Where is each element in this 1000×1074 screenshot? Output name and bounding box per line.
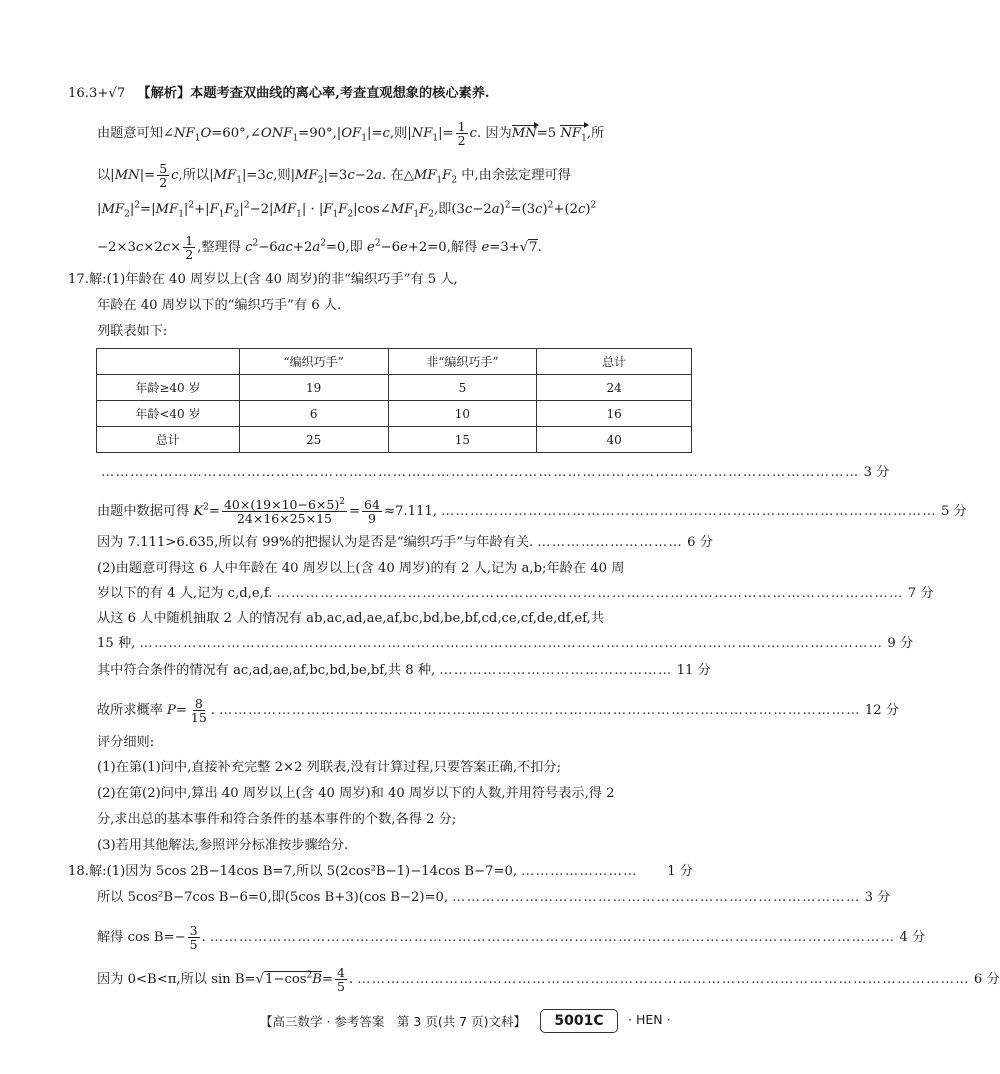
score-label: 7 分 (907, 586, 934, 601)
score-line-3 (97, 463, 890, 483)
compare-text: 因为 7.111>6.635,所以有 99%的把握认为是否是“编织巧手”与年龄有关. (97, 535, 534, 550)
table-cell: 15 (388, 427, 537, 453)
q18-text-3: 解得 cos B=− (97, 929, 186, 945)
prob-prefix: 故所求概率 (97, 702, 163, 718)
q16-line-1: 由题意可知$\angle NF_1O=60^\circ,\angle ONF_1=90^\circ,|OF_1|=c$,则$|NF_1|=$ $\frac{1}{2}$ c. 因为MN=5 $NF_1$,所 (97, 119, 605, 148)
q18-text-1: 解:(1)因为 5cos 2B−14cos B=7,所以 5(2cos²B−1)−14cos B−7=0, (88, 864, 518, 879)
table-cell: 6 (239, 401, 388, 427)
leader-dots: ………………………………………………………………………………………… (440, 503, 937, 519)
k2-prefix: 由题中数据可得 (97, 503, 190, 519)
table-cell: 19 (239, 375, 388, 401)
table-cell: 总计 (97, 427, 240, 453)
score-label: 6 分 (687, 535, 713, 550)
q16-heading (68, 84, 489, 104)
table-header-cell: “编织巧手” (239, 349, 388, 375)
rule-1: (1)在第(1)问中,直接补充完整 2×2 列联表,没有计算过程,只要答案正确,不扣分; (97, 760, 562, 775)
table-cell: 25 (239, 427, 388, 453)
table-row (97, 427, 692, 453)
score-label: 12 分 (864, 702, 900, 718)
table-row (97, 375, 692, 401)
table-cell: 40 (537, 427, 692, 453)
q18-text-4: 因为 0<B<π,所以 sin B= (97, 971, 256, 987)
table-cell: 5 (388, 375, 537, 401)
leader-dots: …………………………………………………………………………………………………………………… (218, 702, 861, 718)
table-cell: 16 (537, 401, 692, 427)
q16-line-4: −2×3c×2c× $\frac{1}{2}$ ,整理得 $c^2-6ac+2a^2=0$,即 $e^2-6e+2=0$,解得 e=3+√7. (97, 233, 542, 262)
q16-number: 16. (68, 86, 89, 101)
q17-text-1: 解:(1)年龄在 40 周岁以上(含 40 周岁)的非“编织巧手”有 5 人, (88, 272, 458, 287)
q16-intro: 本题考查双曲线的离心率,考查直观想象的核心素养. (190, 86, 490, 101)
table-cell: 24 (537, 375, 692, 401)
leader-dots: ………………………………………… (439, 663, 673, 678)
rule-2a: (2)在第(2)问中,算出 40 周岁以上(含 40 周岁)和 40 周岁以下的人数,并用符号表示,得 2 (97, 786, 615, 801)
table-row (97, 401, 692, 427)
table-header-cell: 非“编织巧手” (388, 349, 537, 375)
match-line (97, 661, 711, 681)
table-header-cell: 总计 (537, 349, 692, 375)
table-header-cell (97, 349, 240, 375)
score-label: 3 分 (864, 890, 891, 905)
q16-tag: 【解析】 (137, 86, 191, 101)
q16-line-3: $|MF_2|^2=|MF_1|^2+|F_1F_2|^2-2|MF_1|$ · $|F_1F_2|\cos\angle MF_1F_2$,即$(3c-2a)^2=(3c)^2+(2c)^2$ (97, 200, 597, 220)
score-label: 5 分 (940, 503, 967, 519)
rule-3: (3)若用其他解法,参照评分标准按步骤给分. (97, 838, 349, 853)
contingency-table (96, 348, 692, 453)
leader-dots: …………………… (521, 864, 638, 879)
q17-line-2: 年龄在 40 周岁以下的“编织巧手”有 6 人. (97, 298, 342, 313)
table-cell: 10 (388, 401, 537, 427)
prob-line: 故所求概率 P= $\frac{8}{15}$ . …………………………………………………………………………………………………………………… 12 分 (97, 696, 900, 725)
region-code: · HEN · (628, 1012, 671, 1027)
table-cell: 年龄≥40 岁 (97, 375, 240, 401)
score-label: 3 分 (863, 465, 890, 480)
score-label: 11 分 (676, 663, 711, 678)
table-header-row (97, 349, 692, 375)
q16-answer: 3+√7 (88, 86, 126, 101)
enum-line-a: 从这 6 人中随机抽取 2 人的情况有 ab,ac,ad,ae,af,bc,bd,be,bf,cd,ce,cf,de,df,ef,共 (97, 611, 604, 626)
page-footer: 【高三数学 · 参考答案 第 3 页(共 7 页)文科】 (260, 1014, 526, 1029)
match-text: 其中符合条件的情况有 ac,ad,ae,af,bc,bd,be,bf,共 8 种, (97, 663, 436, 678)
leader-dots: ………………………………………………………………………………………………………………………………………… (101, 465, 860, 480)
q18-line-1 (68, 862, 693, 882)
q18-line-3: 解得 cos B=− $\frac{3}{5}$ . …………………………………………………………………………………………………………………………… 4 分 (97, 923, 926, 952)
score-label: 1 分 (667, 864, 693, 879)
q18-line-2 (97, 888, 891, 908)
table-cell: 年龄<40 岁 (97, 401, 240, 427)
score-label: 9 分 (887, 636, 914, 651)
score-label: 4 分 (899, 929, 926, 945)
q18-number: 18. (68, 864, 89, 879)
leader-dots: ……………………………………………………………………………………………………………… (357, 971, 970, 987)
leader-dots: ……………………………………………………………………………………………………………………………………… (139, 636, 884, 651)
rule-2b: 分,求出总的基本事件和符合条件的基本事件的个数,各得 2 分; (97, 812, 457, 827)
leader-dots: ………………………………………………………………………… (452, 890, 861, 905)
enum-text-b: 15 种, (97, 636, 136, 651)
q17-line-1 (68, 270, 458, 290)
leader-dots: …………………………………………………………………………………………………………………………… (209, 929, 896, 945)
compare-line (97, 533, 713, 553)
q18-line-4: 因为 0<B<π,所以 sin B= $√1-\cos^2B=$ $\frac{4}{5}$ . ……………………………………………………………………………………………………………… 6 分 (97, 965, 1000, 994)
q17-line-3: 列联表如下: (97, 324, 168, 339)
p2-text-b: 岁以下的有 4 人,记为 c,d,e,f. (97, 586, 273, 601)
leader-dots: ………………………………………………………………………………………………………………… (276, 586, 904, 601)
q16-line-2: 以|MN|= $\frac{5}{2}$ c,所以$|MF_1|=3c$,则$|MF_2|=3c-2a$. 在$\triangle MF_1F_2$ 中,由余弦定理可得 (97, 161, 571, 190)
rules-title: 评分细则: (97, 735, 155, 750)
paper-code-badge: 5001C (540, 1009, 618, 1033)
k2-result: ≈7.111, (383, 503, 437, 519)
enum-line-b (97, 634, 914, 654)
q17-number: 17. (68, 272, 89, 287)
k2-line: 由题中数据可得 $K^2=$ $\frac{40\times(19\times 10-6\times 5)^2}{24\times 16\times 25\times 15}$ = $\frac{64}{9}$ ≈7.111, ………………………………………………………………………………………… 5 分 (97, 496, 967, 526)
leader-dots: ………………………… (537, 535, 684, 550)
p2-line-a: (2)由题意可得这 6 人中年龄在 40 周岁以上(含 40 周岁)的有 2 人,记为 a,b;年龄在 40 周 (97, 561, 625, 576)
p2-line-b (97, 584, 934, 604)
score-label: 6 分 (973, 971, 1000, 987)
q18-text-2: 所以 5cos²B−7cos B−6=0,即(5cos B+3)(cos B−2)=0, (97, 890, 449, 905)
